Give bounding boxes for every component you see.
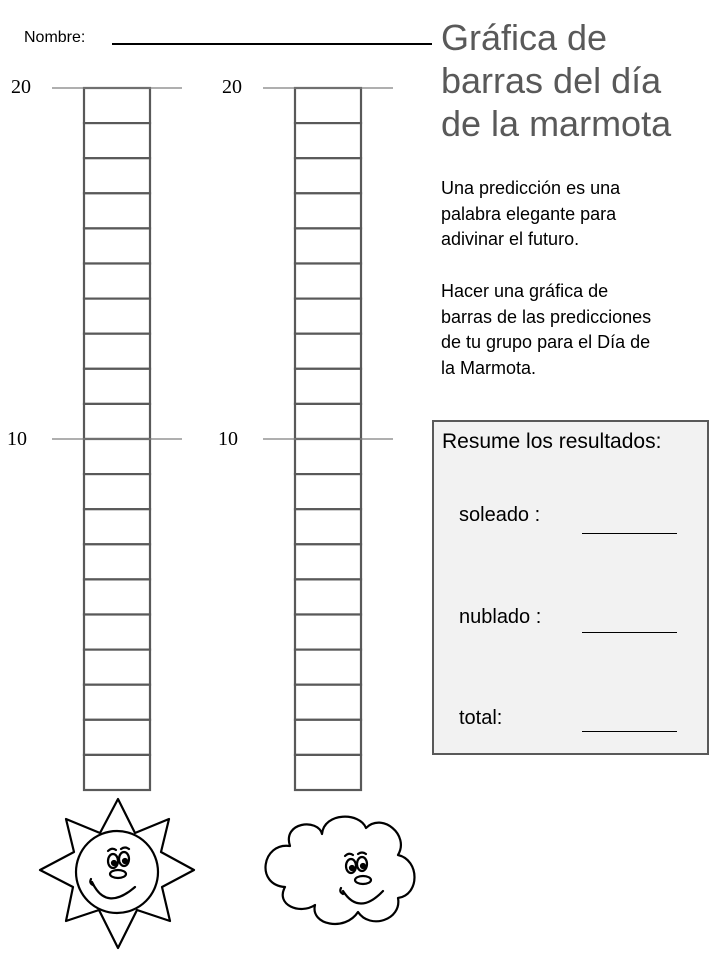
bar-cell[interactable] [84,579,150,614]
summary-label-total: total: [459,707,503,729]
title-line: barras del día [441,60,662,101]
desc-line: Una predicción es una [441,178,621,198]
bar-cell[interactable] [84,685,150,720]
bar-cell[interactable] [84,299,150,334]
bar-cell[interactable] [295,615,361,650]
bar-cell[interactable] [84,158,150,193]
bar-cell[interactable] [295,334,361,369]
bar-cell[interactable] [84,404,150,439]
bar-cell[interactable] [84,193,150,228]
name-label: Nombre: [24,29,86,46]
bar-cell[interactable] [295,193,361,228]
desc-line: barras de las predicciones [441,306,652,327]
bar-cell[interactable] [295,404,361,439]
bar-cell[interactable] [84,720,150,755]
y-tick-label: 20 [222,76,242,98]
bar-cell[interactable] [295,720,361,755]
bar-cell[interactable] [84,264,150,299]
y-tick-label: 20 [11,76,31,98]
bar-cell[interactable] [84,474,150,509]
bar-cell[interactable] [84,615,150,650]
desc-line: palabra elegante para [441,203,617,224]
bar-cell[interactable] [295,439,361,474]
desc-line: de tu grupo para el Día de [441,332,651,352]
bar-cell[interactable] [295,264,361,299]
bar-cell[interactable] [295,88,361,123]
bar-cell[interactable] [295,299,361,334]
bar-cell[interactable] [295,755,361,790]
bar-cell[interactable] [84,369,150,404]
bar-cell[interactable] [84,544,150,579]
title-line: de la marmota [441,103,672,144]
bar-cell[interactable] [84,334,150,369]
bar-cell[interactable] [295,509,361,544]
bar-cell[interactable] [84,88,150,123]
cloud-icon [266,817,415,924]
bar-cell[interactable] [295,544,361,579]
title-line: Gráfica de [441,17,608,58]
bar-cell[interactable] [295,369,361,404]
bar-cell[interactable] [295,474,361,509]
bar-cell[interactable] [84,509,150,544]
summary-label-cloudy: nublado : [459,606,542,628]
bar-cell[interactable] [84,650,150,685]
bar-cell[interactable] [84,123,150,158]
y-tick-label: 10 [7,428,27,450]
bar-cell[interactable] [295,579,361,614]
summary-label-sunny: soleado : [459,504,541,526]
bar-cell[interactable] [295,158,361,193]
y-tick-label: 10 [218,428,238,450]
bar-cell[interactable] [84,755,150,790]
desc-line: Hacer una gráfica de [441,281,609,301]
bar-cell[interactable] [295,228,361,263]
desc-line: la Marmota. [441,357,537,378]
bar-cell[interactable] [295,123,361,158]
sun-icon [40,799,194,948]
summary-title: Resume los resultados: [442,430,662,453]
bar-cell[interactable] [295,650,361,685]
bar-cell[interactable] [295,685,361,720]
bar-cell[interactable] [84,439,150,474]
desc-line: adivinar el futuro. [441,229,580,249]
bar-cell[interactable] [84,228,150,263]
